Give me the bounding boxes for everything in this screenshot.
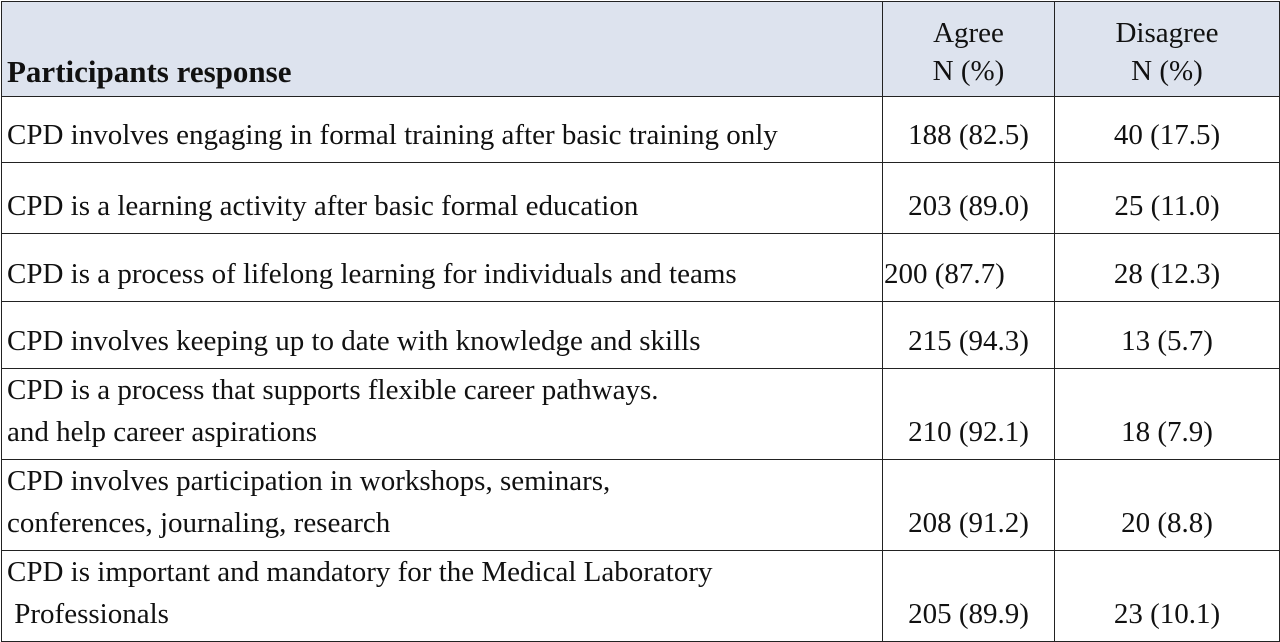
agree-cell: 200 (87.7) (883, 234, 1055, 302)
agree-cell: 208 (91.2) (883, 460, 1055, 551)
statement-text: CPD is a process of lifelong learning for individuals and teams (7, 258, 737, 290)
table-row (2, 460, 1280, 551)
table-body (2, 97, 1280, 642)
statement-cell (2, 302, 883, 369)
statement-text: CPD is a learning activity after basic formal education (7, 190, 639, 222)
agree-cell: 203 (89.0) (883, 163, 1055, 234)
statement-cell (2, 551, 883, 642)
agree-cell: 210 (92.1) (883, 369, 1055, 460)
disagree-cell: 25 (11.0) (1055, 163, 1280, 234)
header-row (2, 2, 1280, 97)
agree-cell: 215 (94.3) (883, 302, 1055, 369)
statement-cell (2, 163, 883, 234)
table-row (2, 97, 1280, 163)
statement-cell (2, 234, 883, 302)
responses-table (1, 1, 1280, 642)
disagree-cell: 13 (5.7) (1055, 302, 1280, 369)
statement-text-line2: and help career aspirations (7, 416, 317, 448)
statement-text-line2: Professionals (7, 598, 169, 630)
header-agree (883, 2, 1055, 97)
table-header (2, 2, 1280, 97)
header-participants-response: Participants response (2, 2, 883, 97)
statement-cell (2, 97, 883, 163)
disagree-cell: 18 (7.9) (1055, 369, 1280, 460)
disagree-cell: 23 (10.1) (1055, 551, 1280, 642)
disagree-cell: 40 (17.5) (1055, 97, 1280, 163)
statement-cell (2, 460, 883, 551)
table-row (2, 234, 1280, 302)
statement-text-line1: CPD involves participation in workshops, seminars, (7, 465, 611, 497)
header-agree-unit: N (%) (932, 55, 1005, 87)
header-disagree-title: Disagree (1115, 17, 1219, 49)
statement-text: CPD involves engaging in formal training after basic training only (7, 119, 778, 151)
disagree-cell: 20 (8.8) (1055, 460, 1280, 551)
table-row (2, 369, 1280, 460)
header-disagree (1055, 2, 1280, 97)
table-row (2, 163, 1280, 234)
statement-text-line1: CPD is a process that supports flexible career pathways. (7, 374, 659, 406)
statement-text-line2: conferences, journaling, research (7, 507, 391, 539)
header-agree-title: Agree (933, 17, 1004, 49)
table-row (2, 302, 1280, 369)
statement-text-line1: CPD is important and mandatory for the Medical Laboratory (7, 556, 713, 588)
agree-cell: 188 (82.5) (883, 97, 1055, 163)
table-row (2, 551, 1280, 642)
agree-cell: 205 (89.9) (883, 551, 1055, 642)
statement-text: CPD involves keeping up to date with knowledge and skills (7, 325, 701, 357)
disagree-cell: 28 (12.3) (1055, 234, 1280, 302)
statement-cell (2, 369, 883, 460)
header-disagree-unit: N (%) (1131, 55, 1203, 87)
